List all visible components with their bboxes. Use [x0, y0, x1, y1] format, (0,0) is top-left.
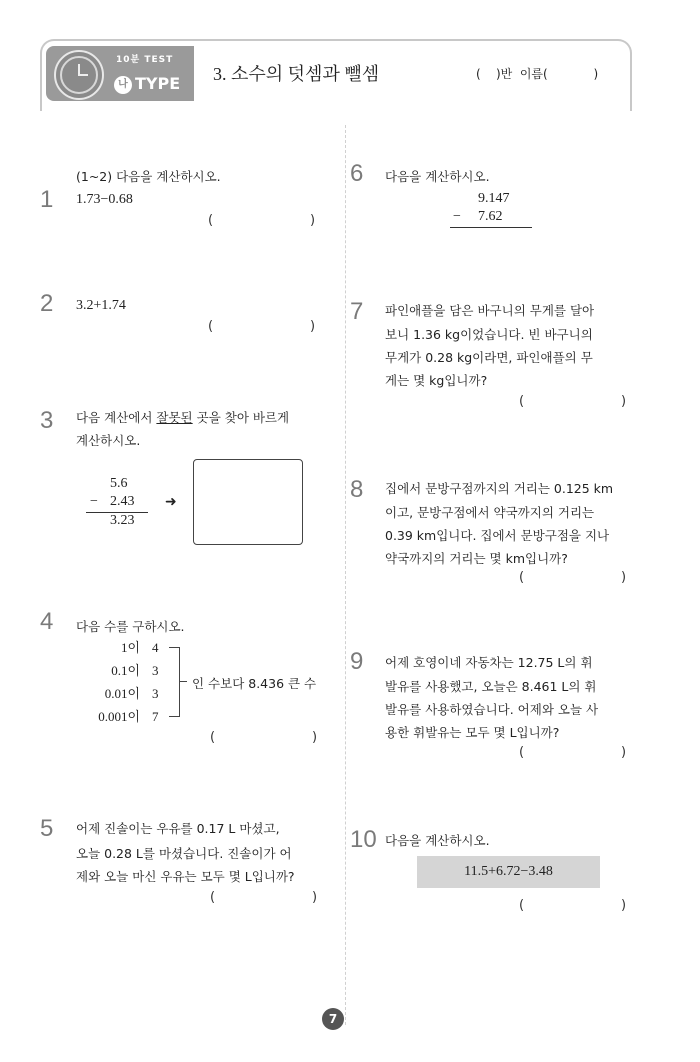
q3-text: 다음 계산에서 잘못된 곳을 찾아 바르게	[76, 410, 290, 425]
q4-row-unit: 0.1이	[111, 663, 140, 678]
column-divider	[345, 125, 346, 1025]
q4-row-count: 3	[152, 686, 159, 701]
q4-row-unit: 0.001이	[98, 709, 140, 724]
q4-row-unit: 0.01이	[104, 686, 140, 701]
question-number-2: 2	[40, 290, 54, 317]
question-number-4: 4	[40, 608, 54, 635]
q4-tail-text: 인 수보다 8.436 큰 수	[192, 676, 317, 691]
q4-row-count: 3	[152, 663, 159, 678]
q3-result: 3.23	[110, 513, 135, 528]
arrow-right-icon: ➜	[165, 494, 177, 510]
q3-bottom-number: 2.43	[110, 494, 135, 509]
q8-line: 약국까지의 거리는 몇 km입니까?	[385, 551, 568, 566]
q6-bottom-number: 7.62	[478, 209, 503, 224]
q3-answer-box[interactable]	[193, 459, 303, 545]
q8-line: 집에서 문방구점까지의 거리는 0.125 km	[385, 481, 614, 496]
q8-line: 이고, 문방구점에서 약국까지의 거리는	[385, 505, 595, 520]
q10-instruction: 다음을 계산하시오.	[385, 833, 490, 848]
q6-calc-line	[450, 227, 532, 228]
q6-minus-sign: −	[453, 209, 461, 224]
clock-icon	[54, 50, 104, 100]
q9-line: 용한 휘발유는 모두 몇 L입니까?	[385, 725, 560, 740]
q10-expression: 11.5+6.72−3.48	[464, 864, 553, 879]
q1-instruction: (1~2) 다음을 계산하시오.	[76, 169, 221, 184]
question-number-9: 9	[350, 648, 364, 675]
q4-row-unit: 1이	[120, 640, 140, 655]
type-circle: 나	[114, 76, 132, 94]
question-number-6: 6	[350, 160, 364, 187]
test-label: 10분 TEST	[116, 55, 174, 65]
q9-line: 어제 호영이네 자동차는 12.75 L의 휘	[385, 655, 593, 670]
q5-line: 제와 오늘 마신 우유는 모두 몇 L입니까?	[76, 869, 295, 884]
q4-bracket	[165, 647, 180, 717]
q8-line: 0.39 km입니다. 집에서 문방구점을 지나	[385, 528, 610, 543]
question-number-5: 5	[40, 815, 54, 842]
question-number-3: 3	[40, 407, 54, 434]
name-fields: ( )반 이름( )	[476, 67, 599, 81]
q5-line: 어제 진솔이는 우유를 0.17 L 마셨고,	[76, 821, 280, 836]
question-number-10: 10	[350, 826, 377, 853]
q7-line: 무게가 0.28 kg이라면, 파인애플의 무	[385, 350, 593, 365]
question-number-8: 8	[350, 476, 364, 503]
q2-expression: 3.2+1.74	[76, 298, 126, 313]
q4-row-count: 4	[152, 640, 159, 655]
type-label: TYPE	[135, 74, 181, 93]
q3-minus-sign: −	[90, 494, 98, 509]
q1-expression: 1.73−0.68	[76, 192, 133, 207]
q3-top-number: 5.6	[110, 476, 128, 491]
q4-instruction: 다음 수를 구하시오.	[76, 619, 185, 634]
q4-row-count: 7	[152, 709, 159, 724]
q9-line: 발유를 사용했고, 오늘은 8.461 L의 휘	[385, 679, 597, 694]
q5-line: 오늘 0.28 L를 마셨습니다. 진솔이가 어	[76, 846, 292, 861]
q7-line: 게는 몇 kg입니까?	[385, 373, 488, 388]
page-number: 7	[322, 1008, 344, 1030]
q9-line: 발유를 사용하였습니다. 어제와 오늘 사	[385, 702, 599, 717]
question-number-1: 1	[40, 186, 54, 213]
q7-line: 보니 1.36 kg이었습니다. 빈 바구니의	[385, 327, 593, 342]
q7-line: 파인애플을 담은 바구니의 무게를 달아	[385, 303, 595, 318]
question-number-7: 7	[350, 298, 364, 325]
page-title: 3. 소수의 덧셈과 뺄셈	[213, 64, 380, 84]
q3-text-line2: 계산하시오.	[76, 433, 141, 448]
q6-top-number: 9.147	[478, 191, 510, 206]
q6-instruction: 다음을 계산하시오.	[385, 169, 490, 184]
